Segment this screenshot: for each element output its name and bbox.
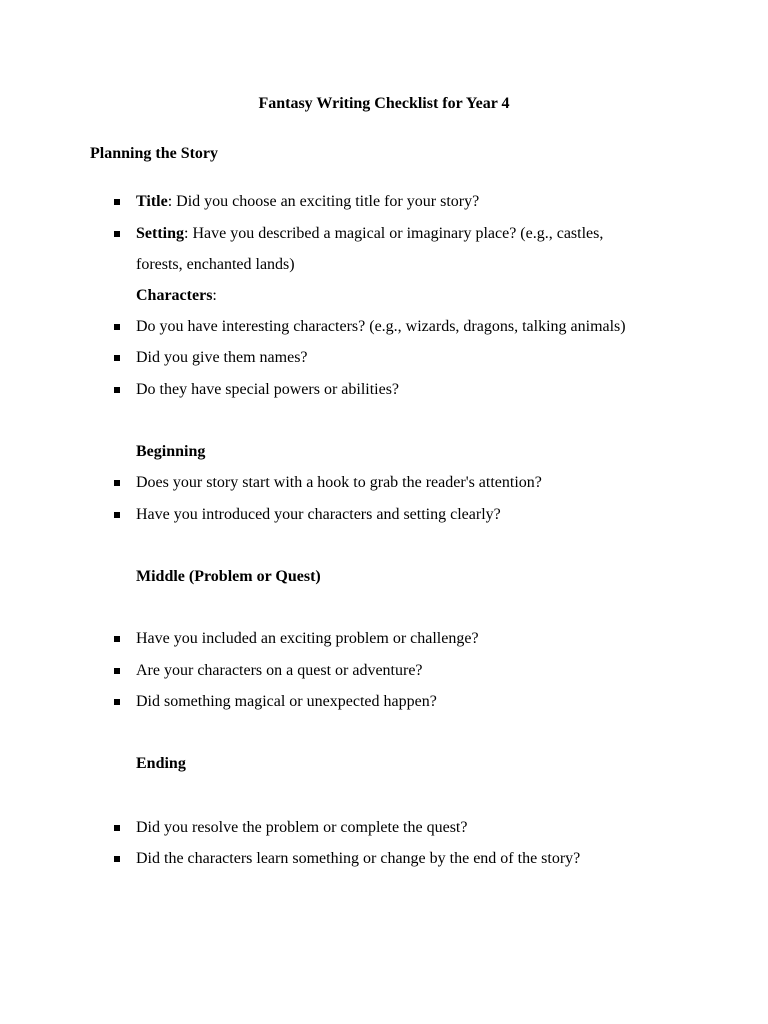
document-title: Fantasy Writing Checklist for Year 4 (258, 95, 510, 112)
checklist-item: Do they have special powers or abilities? (136, 381, 400, 398)
checklist-item: Did the characters learn something or change by the end of the story? (136, 850, 581, 867)
bullet-marker (114, 355, 120, 361)
item-label: Characters (136, 287, 213, 304)
bullet-marker (114, 856, 120, 862)
checklist-item-setting (136, 224, 603, 244)
section-heading-ending: Ending (136, 755, 186, 772)
checklist-item: Did something magical or unexpected happen? (136, 693, 437, 710)
checklist-item: Does your story start with a hook to grab the reader's attention? (136, 474, 542, 491)
checklist-item: Are your characters on a quest or adventure? (136, 662, 423, 679)
bullet-marker (114, 480, 120, 486)
bullet-marker (114, 825, 120, 831)
checklist-item-setting-continued: forests, enchanted lands) (136, 256, 295, 273)
section-heading-beginning: Beginning (136, 443, 206, 460)
bullet-marker (114, 324, 120, 330)
characters-label (136, 286, 217, 306)
item-text: : (212, 287, 217, 304)
checklist-item: Did you resolve the problem or complete the quest? (136, 819, 468, 836)
item-label: Setting (136, 225, 184, 242)
bullet-marker (114, 668, 120, 674)
bullet-marker (114, 512, 120, 518)
checklist-item: Have you introduced your characters and setting clearly? (136, 506, 501, 523)
section-heading-middle: Middle (Problem or Quest) (136, 568, 321, 585)
item-text: : Have you described a magical or imaginary place? (e.g., castles, (184, 225, 604, 242)
item-label: Title (136, 193, 168, 210)
checklist-item: Do you have interesting characters? (e.g., wizards, dragons, talking animals) (136, 318, 626, 335)
section-heading-planning: Planning the Story (90, 145, 219, 162)
bullet-marker (114, 636, 120, 642)
checklist-item-title (136, 192, 479, 212)
item-text: : Did you choose an exciting title for your story? (167, 193, 480, 210)
bullet-marker (114, 699, 120, 705)
checklist-item: Have you included an exciting problem or challenge? (136, 630, 479, 647)
bullet-marker (114, 231, 120, 237)
bullet-marker (114, 199, 120, 205)
checklist-item: Did you give them names? (136, 349, 308, 366)
bullet-marker (114, 387, 120, 393)
